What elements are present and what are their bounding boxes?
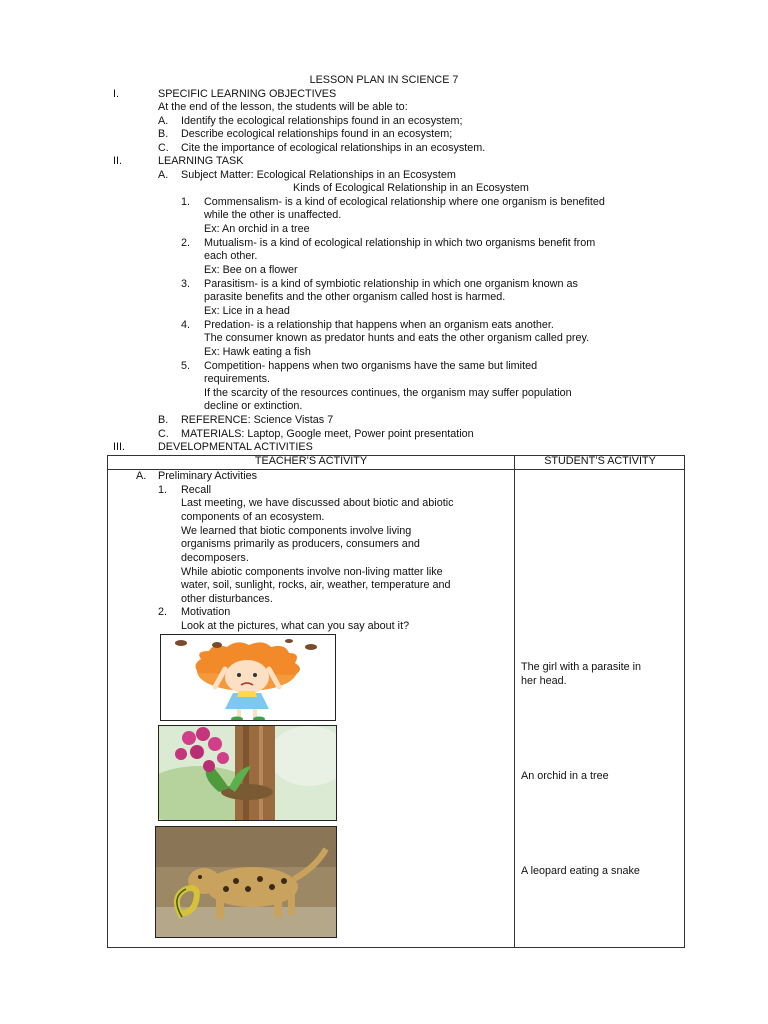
kind-line: The consumer known as predator hunts and eats the other organism called prey. bbox=[204, 332, 590, 344]
girl-with-lice-image bbox=[160, 634, 336, 721]
objective-item: Identify the ecological relationships found in an ecosystem; bbox=[181, 115, 463, 127]
kind-number: 4. bbox=[181, 319, 191, 331]
recall-line: organisms primarily as producers, consumers and bbox=[181, 538, 420, 550]
kind-number: 1. bbox=[181, 196, 191, 208]
subject-matter: Subject Matter: Ecological Relationships in an Ecosystem bbox=[181, 169, 456, 181]
list-marker: C. bbox=[158, 428, 169, 440]
kind-number: 5. bbox=[181, 360, 191, 372]
kind-line: each other. bbox=[204, 250, 258, 262]
recall-line: decomposers. bbox=[181, 552, 249, 564]
list-marker: B. bbox=[158, 414, 169, 426]
kind-example: Ex: Hawk eating a fish bbox=[204, 346, 311, 358]
kind-line: requirements. bbox=[204, 373, 271, 385]
table-divider bbox=[514, 455, 515, 948]
answer-line: The girl with a parasite in bbox=[521, 661, 642, 673]
recall-line: We learned that biotic components involve living bbox=[181, 525, 412, 537]
list-marker: A. bbox=[136, 470, 147, 482]
kind-example: Ex: An orchid in a tree bbox=[204, 223, 310, 235]
kind-example: Ex: Lice in a head bbox=[204, 305, 290, 317]
recall-line: water, soil, sunlight, rocks, air, weather, temperature and bbox=[181, 579, 451, 591]
kind-number: 3. bbox=[181, 278, 191, 290]
motivation-prompt: Look at the pictures, what can you say about it? bbox=[181, 620, 410, 632]
recall-heading: Recall bbox=[181, 484, 212, 496]
kind-line: Commensalism- is a kind of ecological relationship where one organism is benefited bbox=[204, 196, 605, 208]
section-heading: LEARNING TASK bbox=[158, 155, 244, 167]
answer-line: An orchid in a tree bbox=[521, 770, 609, 782]
list-marker: 1. bbox=[158, 484, 168, 496]
student-activity-header: STUDENT’S ACTIVITY bbox=[544, 455, 656, 467]
kind-line: Parasitism- is a kind of symbiotic relationship in which one organism known as bbox=[204, 278, 578, 290]
reference: REFERENCE: Science Vistas 7 bbox=[181, 414, 334, 426]
leopard-eating-snake-image bbox=[155, 826, 337, 938]
kind-line: parasite benefits and the other organism called host is harmed. bbox=[204, 291, 506, 303]
objective-item: Cite the importance of ecological relationships in an ecosystem. bbox=[181, 142, 486, 154]
kind-line: If the scarcity of the resources continues, the organism may suffer population bbox=[204, 387, 572, 399]
kind-example: Ex: Bee on a flower bbox=[204, 264, 298, 276]
orchid-on-tree-image bbox=[158, 725, 337, 821]
kinds-title: Kinds of Ecological Relationship in an Ecosystem bbox=[293, 182, 529, 194]
list-marker: A. bbox=[158, 169, 169, 181]
list-marker: C. bbox=[158, 142, 169, 154]
objective-item: Describe ecological relationships found in an ecosystem; bbox=[181, 128, 453, 140]
kind-line: Predation- is a relationship that happens when an organism eats another. bbox=[204, 319, 554, 331]
list-marker: 2. bbox=[158, 606, 168, 618]
teacher-activity-header: TEACHER’S ACTIVITY bbox=[254, 455, 368, 467]
kind-number: 2. bbox=[181, 237, 191, 249]
objectives-intro: At the end of the lesson, the students will be able to: bbox=[158, 101, 408, 113]
section-heading: DEVELOPMENTAL ACTIVITIES bbox=[158, 441, 313, 453]
recall-line: Last meeting, we have discussed about biotic and abiotic bbox=[181, 497, 454, 509]
section-number: I. bbox=[113, 88, 119, 100]
recall-line: While abiotic components involve non-living matter like bbox=[181, 566, 443, 578]
answer-line: A leopard eating a snake bbox=[521, 865, 640, 877]
answer-line: her head. bbox=[521, 675, 567, 687]
motivation-heading: Motivation bbox=[181, 606, 231, 618]
document-title: LESSON PLAN IN SCIENCE 7 bbox=[309, 74, 459, 86]
kind-line: Mutualism- is a kind of ecological relationship in which two organisms benefit from bbox=[204, 237, 596, 249]
list-marker: A. bbox=[158, 115, 169, 127]
section-heading: SPECIFIC LEARNING OBJECTIVES bbox=[158, 88, 337, 100]
kind-line: while the other is unaffected. bbox=[204, 209, 342, 221]
section-number: III. bbox=[113, 441, 125, 453]
preliminary-heading: Preliminary Activities bbox=[158, 470, 257, 482]
materials: MATERIALS: Laptop, Google meet, Power point presentation bbox=[181, 428, 474, 440]
kind-line: decline or extinction. bbox=[204, 400, 303, 412]
kind-line: Competition- happens when two organisms have the same but limited bbox=[204, 360, 538, 372]
recall-line: components of an ecosystem. bbox=[181, 511, 325, 523]
list-marker: B. bbox=[158, 128, 169, 140]
section-number: II. bbox=[113, 155, 122, 167]
recall-line: other disturbances. bbox=[181, 593, 273, 605]
